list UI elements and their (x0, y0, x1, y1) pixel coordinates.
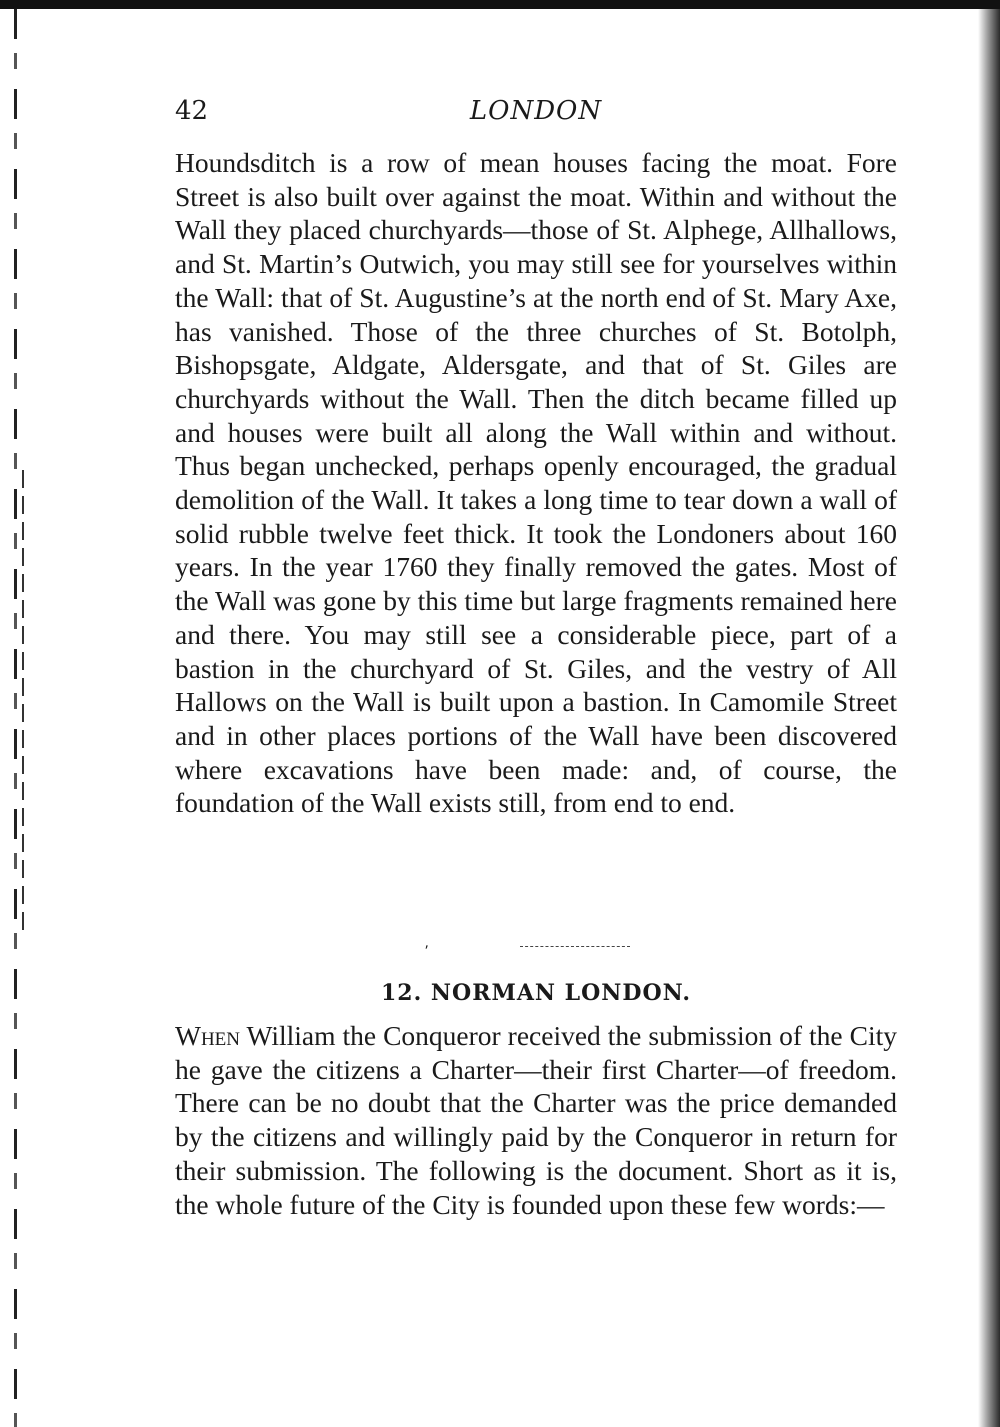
paragraph-wall-history: Houndsditch is a row of mean houses facing the moat. Fore Street is also built over against the moat. Within and without the Wall they placed churchyards—those of St. Alphege, Allhallows, and St. Martin’s Outwich, you may still see for yourselves within the Wall: that of St. Augustine’s at the north end of St. Mary Axe, has vanished. Those of the three churches of St. Botolph, Bishopsgate, Aldgate, Aldersgate, and that of St. Giles are churchyards without the Wall. Then the ditch became filled up and houses were built all along the Wall within and without. Thus began unchecked, perhaps openly encouraged, the gradual demolition of the Wall. It takes a long time to tear down a wall of solid rubble twelve feet thick. It took the Londoners about 160 years. In the year 1760 they finally removed the gates. Most of the Wall was gone by this time but large fragments remained here and there. You may still see a considerable piece, part of a bastion in the churchyard of St. Giles, and the vestry of All Hallows on the Wall is built upon a bastion. In Camomile Street and in other places portions of the Wall have been discovered where excavations have been made: and, of course, the foundation of the Wall exists still, from end to end. (175, 147, 897, 819)
scan-left-edge-marks (22, 470, 24, 930)
scan-left-edge (14, 9, 17, 1427)
paragraph-norman-charter-text: William the Conqueror received the submission of the City he gave the citizens a Charter—their first Charter—of freedom. There can be no doubt that the Charter was the price demanded by the citizens and willingly paid by the Conqueror in return for their submission. The following is the document. Short as it is, the whole future of the City is founded upon these few words:— (175, 1020, 897, 1220)
section-heading: 12. NORMAN LONDON. (380, 980, 692, 1006)
scan-top-border (0, 0, 1000, 9)
paragraph-norman-charter (175, 1019, 897, 1221)
page-number: 42 (175, 96, 209, 126)
section-divider (520, 946, 630, 948)
scan-right-edge (978, 9, 1000, 1427)
page-header (175, 96, 897, 136)
paragraph-lead-word: When (175, 1020, 241, 1051)
ornament-mark: ⸴ (425, 937, 429, 953)
running-head: LONDON (469, 96, 603, 126)
